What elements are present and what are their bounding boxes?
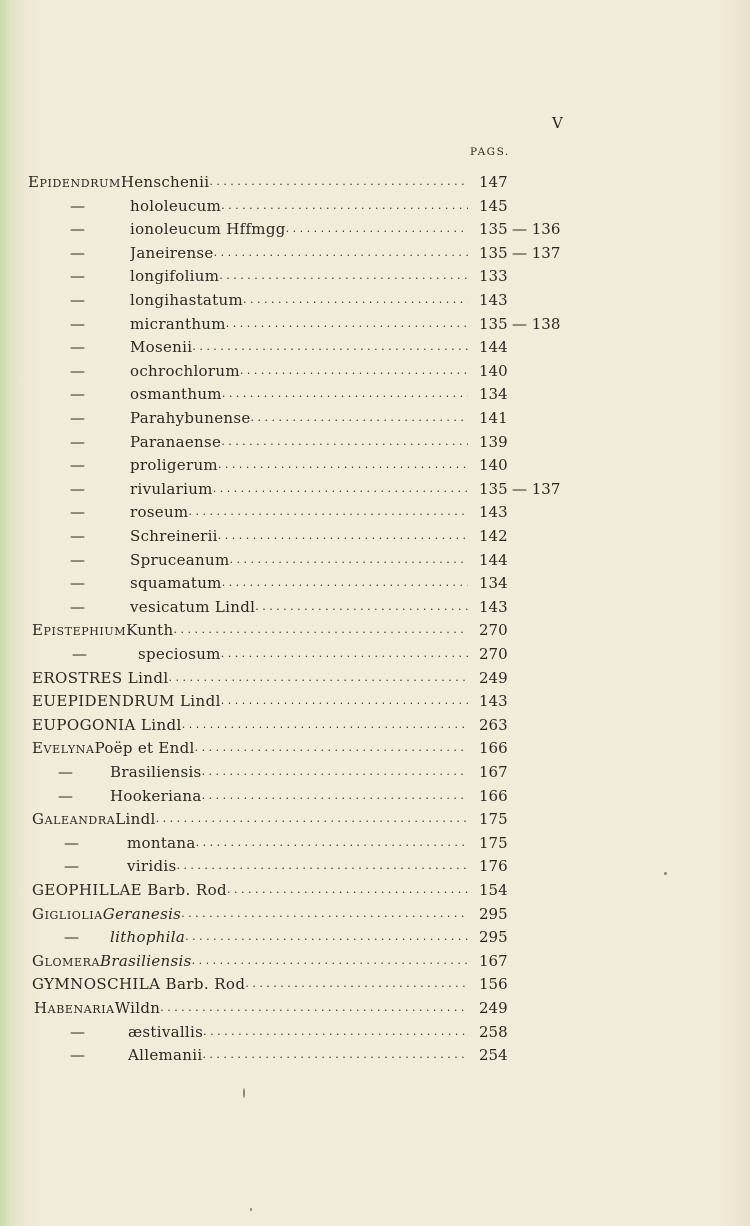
entry-label [110, 784, 468, 808]
entry-label [130, 500, 468, 524]
index-entry [0, 595, 750, 619]
entry-name: Spruceanum [130, 550, 230, 569]
index-entry [0, 878, 750, 902]
page-reference: 135 [479, 243, 508, 262]
entry-label [130, 359, 468, 383]
entry-label [127, 854, 468, 878]
ditto-dash: — [70, 574, 85, 593]
page-reference: 133 [479, 267, 508, 286]
ditto-dash: — [70, 432, 85, 451]
page-reference: 254 [479, 1046, 508, 1065]
page-reference: 139 [479, 432, 508, 451]
index-entry [0, 430, 750, 454]
genus-name: Habenaria [34, 999, 115, 1017]
ditto-dash: — [70, 1046, 85, 1065]
entry-label [130, 382, 468, 406]
page-reference: 154 [479, 881, 508, 899]
page-reference: 166 [479, 786, 508, 805]
page-reference: 134 [479, 385, 508, 404]
ditto-dash: — [70, 385, 85, 404]
index-entry [0, 524, 750, 548]
ditto-dash: — [70, 267, 85, 286]
page-reference: 144 [479, 338, 508, 357]
index-entry [0, 902, 750, 926]
index-entry [0, 406, 750, 430]
entry-name: rivularium [130, 479, 213, 498]
paper-speck [243, 1088, 245, 1098]
entry-label [32, 902, 468, 926]
page-reference: 134 [479, 574, 508, 593]
entry-label [130, 264, 468, 288]
page-reference: 140 [479, 361, 508, 380]
index-entry [0, 217, 750, 241]
entry-label [28, 170, 468, 194]
page-reference: 143 [479, 503, 508, 522]
page-reference: 249 [479, 999, 508, 1017]
pages-column-heading: PAGS. [470, 146, 510, 158]
entry-name: osmanthum [130, 385, 222, 404]
index-entry [0, 831, 750, 855]
page-reference: 167 [479, 763, 508, 781]
entry-label [128, 1020, 468, 1044]
page-reference: 175 [479, 833, 508, 852]
genus-name: Gigliolia [32, 904, 103, 923]
index-entry [0, 264, 750, 288]
entry-name: roseum [130, 503, 189, 522]
page-reference-range: — 137 [512, 243, 561, 262]
page-reference-range: — 138 [512, 314, 561, 333]
page-reference: 295 [479, 904, 508, 923]
entry-name: Lindl [115, 810, 156, 829]
page-reference: 135 [479, 220, 508, 239]
entry-name: GYMNOSCHILA Barb. Rod [32, 975, 246, 994]
ditto-dash: — [70, 196, 85, 215]
ditto-dash: — [70, 243, 85, 262]
entry-label [130, 524, 468, 548]
page-reference: 176 [479, 857, 508, 876]
entry-name: hololeucum [130, 196, 222, 215]
page-reference: 167 [479, 951, 508, 970]
ditto-dash: — [70, 597, 85, 616]
ditto-dash: — [58, 763, 73, 781]
ditto-dash: — [70, 550, 85, 569]
ditto-dash: — [64, 857, 79, 876]
page-reference-range: — 136 [512, 220, 561, 239]
entry-name: Brasiliensis [110, 763, 202, 781]
entry-label [32, 666, 468, 690]
page-reference: 270 [479, 621, 508, 640]
page-reference: 145 [479, 196, 508, 215]
entry-label [130, 477, 468, 501]
entry-label [110, 925, 468, 949]
genus-name: Glomera [32, 951, 101, 970]
ditto-dash: — [70, 220, 85, 239]
entry-label [130, 312, 468, 336]
ditto-dash: — [72, 645, 87, 663]
entry-name: ochrochlorum [130, 361, 240, 380]
entry-label [130, 241, 468, 265]
ditto-dash: — [64, 928, 79, 947]
page-reference: 270 [479, 645, 508, 663]
index-entry [0, 642, 750, 666]
index-entry [0, 312, 750, 336]
index-entry [0, 666, 750, 690]
entry-label [130, 406, 468, 430]
entry-label [130, 217, 468, 241]
index-entry [0, 713, 750, 737]
index-entry [0, 241, 750, 265]
ditto-dash: — [58, 786, 73, 805]
index-entry [0, 784, 750, 808]
genus-name: Galeandra [32, 810, 116, 829]
ditto-dash: — [70, 1022, 85, 1041]
index-entry [0, 382, 750, 406]
entry-label [130, 571, 468, 595]
page-number: V [552, 114, 564, 132]
entry-name: Janeirense [130, 243, 214, 262]
index-entry [0, 618, 750, 642]
entry-name: proligerum [130, 456, 218, 475]
entry-name: vesicatum Lindl [130, 597, 256, 616]
ditto-dash: — [70, 527, 85, 545]
entry-label [32, 736, 468, 760]
entry-name: Allemanii [128, 1046, 203, 1065]
entry-label [32, 807, 468, 831]
page-reference-range: — 137 [512, 479, 561, 498]
index-entry [0, 453, 750, 477]
page-reference: 142 [479, 527, 508, 545]
entry-label [130, 194, 468, 218]
ditto-dash: — [70, 314, 85, 333]
entry-label [34, 996, 468, 1020]
entry-name: Paranaense [130, 432, 222, 451]
index-entry [0, 736, 750, 760]
page-reference: 143 [479, 692, 508, 711]
entry-label [130, 335, 468, 359]
ditto-dash: — [70, 479, 85, 498]
entry-name: GEOPHILLAE Barb. Rod [32, 881, 228, 899]
index-entry [0, 807, 750, 831]
entry-label [32, 713, 468, 737]
entry-label [130, 595, 468, 619]
index-entry [0, 689, 750, 713]
paper-speck [250, 1208, 252, 1211]
entry-name: Hookeriana [110, 786, 202, 805]
entry-name: longifolium [130, 267, 220, 286]
index-entry [0, 949, 750, 973]
entry-label [127, 831, 468, 855]
entry-name: montana [127, 833, 196, 852]
entry-name: Parahybunense [130, 409, 251, 427]
entry-label [32, 949, 468, 973]
entry-name: lithophila [110, 928, 186, 947]
entry-label [130, 548, 468, 572]
page-reference: 295 [479, 928, 508, 947]
page-reference: 144 [479, 550, 508, 569]
index-entry [0, 194, 750, 218]
entry-name: ionoleucum Hffmgg [130, 220, 286, 239]
index-entry [0, 548, 750, 572]
index-entry [0, 500, 750, 524]
index-entry [0, 760, 750, 784]
index-entry [0, 972, 750, 996]
entry-name: Mosenii [130, 338, 193, 357]
entry-label [110, 760, 468, 784]
page-reference: 156 [479, 975, 508, 994]
entry-name: Geranesis [102, 904, 182, 923]
entry-label [130, 453, 468, 477]
entry-name: speciosum [138, 645, 221, 663]
page-reference: 258 [479, 1022, 508, 1041]
entry-name: EUPOGONIA Lindl [32, 715, 182, 734]
entry-name: viridis [127, 857, 177, 876]
index-entry [0, 996, 750, 1020]
ditto-dash: — [70, 361, 85, 380]
index-entry [0, 1043, 750, 1067]
entry-name: Poëp et Endl [94, 739, 195, 758]
index-entry [0, 170, 750, 194]
ditto-dash: — [70, 456, 85, 475]
genus-name: Epidendrum [28, 173, 121, 191]
entry-name: Brasiliensis [100, 951, 192, 970]
index-entry [0, 288, 750, 312]
index-entry [0, 335, 750, 359]
ditto-dash: — [64, 833, 79, 852]
page-reference: 263 [479, 715, 508, 734]
entry-name: Schreinerii [130, 527, 218, 545]
ditto-dash: — [70, 409, 85, 427]
entry-name: Wildn [114, 999, 161, 1017]
entry-name: EROSTRES Lindl [32, 668, 169, 687]
page-reference: 135 [479, 314, 508, 333]
entry-name: EUEPIDENDRUM Lindl [32, 692, 221, 711]
index-entry [0, 571, 750, 595]
page-reference: 175 [479, 810, 508, 829]
entry-name: Henschenii [120, 173, 210, 191]
ditto-dash: — [70, 291, 85, 309]
page-reference: 141 [479, 409, 508, 427]
entry-label [32, 972, 468, 996]
page-reference: 143 [479, 597, 508, 616]
entry-label [32, 618, 468, 642]
entry-name: squamatum [130, 574, 222, 593]
genus-name: Evelyna [32, 739, 95, 758]
entry-label [128, 1043, 468, 1067]
ditto-dash: — [70, 338, 85, 357]
entry-name: micranthum [130, 314, 226, 333]
page-reference: 143 [479, 291, 508, 309]
ditto-dash: — [70, 503, 85, 522]
entry-name: æstivallis [128, 1022, 204, 1041]
index-entry [0, 477, 750, 501]
index-entry [0, 1020, 750, 1044]
genus-name: Epistephium [32, 621, 127, 640]
page-reference: 166 [479, 739, 508, 758]
page-reference: 147 [479, 173, 508, 191]
page-reference: 135 [479, 479, 508, 498]
entry-label [32, 878, 468, 902]
entry-label [138, 642, 468, 666]
index-entry [0, 359, 750, 383]
page-reference: 249 [479, 668, 508, 687]
entry-name: longihastatum [130, 291, 243, 309]
entry-name: Kunth [126, 621, 174, 640]
entry-label [130, 430, 468, 454]
entry-label [32, 689, 468, 713]
paper-speck [664, 872, 667, 875]
index-entry [0, 854, 750, 878]
index-entry [0, 925, 750, 949]
entry-label [130, 288, 468, 312]
page-reference: 140 [479, 456, 508, 475]
